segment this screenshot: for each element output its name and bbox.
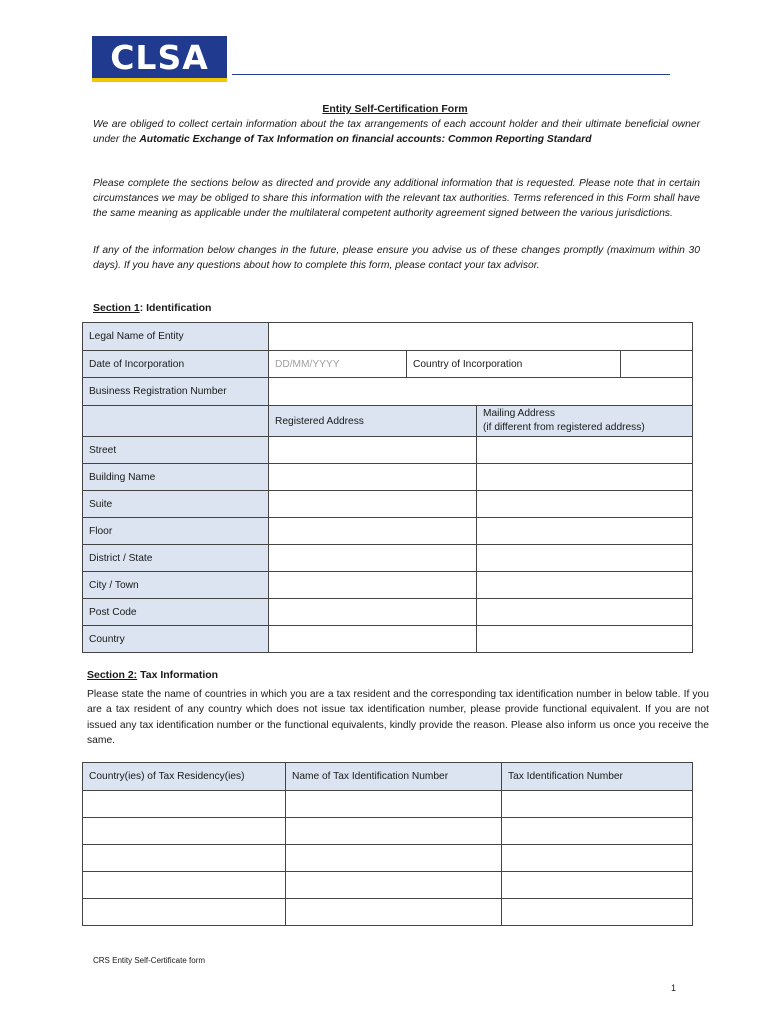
logo-text: CLSA xyxy=(110,37,209,77)
section-1-number: Section 1 xyxy=(93,302,140,314)
tax-residency-table xyxy=(82,762,693,926)
country-of-incorporation-label: Country of Incorporation xyxy=(407,351,621,378)
identification-table xyxy=(82,322,693,653)
district-state-label: District / State xyxy=(83,545,269,572)
table-row xyxy=(83,464,693,491)
city-town-registered-field[interactable] xyxy=(269,572,477,599)
intro-text: We are obliged to collect certain information about the tax arrangements of each account holder and their ultimate beneficial owner under the xyxy=(93,119,700,145)
floor-registered-field[interactable] xyxy=(269,518,477,545)
floor-label: Floor xyxy=(83,518,269,545)
table-row xyxy=(83,518,693,545)
table-row xyxy=(83,406,693,437)
suite-registered-field[interactable] xyxy=(269,491,477,518)
tin-cell[interactable] xyxy=(502,899,693,926)
floor-mailing-field[interactable] xyxy=(477,518,693,545)
tin-name-cell[interactable] xyxy=(286,899,502,926)
table-row xyxy=(83,572,693,599)
table-row xyxy=(83,872,693,899)
column-header-country: Country(ies) of Tax Residency(ies) xyxy=(83,763,286,791)
intro-paragraph-2: Please complete the sections below as directed and provide any additional information that is requested. Please note that in certain circumstances we may be obliged to share this information with the relevant tax authorities. Terms referenced in this Form shall have the same meaning as applicable under the multilateral competent authority agreement signed between the various jurisdictions. xyxy=(93,178,700,219)
table-row xyxy=(83,351,693,378)
tin-cell[interactable] xyxy=(502,845,693,872)
table-row xyxy=(83,491,693,518)
table-row xyxy=(83,437,693,464)
address-header-blank xyxy=(83,406,269,437)
date-of-incorporation-label: Date of Incorporation xyxy=(83,351,269,378)
country-label: Country xyxy=(83,626,269,653)
street-registered-field[interactable] xyxy=(269,437,477,464)
header-rule xyxy=(232,74,670,75)
tax-country-cell[interactable] xyxy=(83,791,286,818)
tin-cell[interactable] xyxy=(502,818,693,845)
building-name-label: Building Name xyxy=(83,464,269,491)
column-header-tin: Tax Identification Number xyxy=(502,763,693,791)
country-of-incorporation-field[interactable] xyxy=(621,351,693,378)
mailing-address-label: Mailing Address xyxy=(483,408,555,419)
footer-label: CRS Entity Self-Certificate form xyxy=(93,956,206,965)
mailing-address-note: (if different from registered address) xyxy=(483,422,645,433)
table-row xyxy=(83,818,693,845)
business-registration-field[interactable] xyxy=(269,378,693,406)
section-2-heading xyxy=(87,669,218,681)
tin-cell[interactable] xyxy=(502,791,693,818)
business-registration-label: Business Registration Number xyxy=(83,378,269,406)
tax-country-cell[interactable] xyxy=(83,845,286,872)
tax-country-cell[interactable] xyxy=(83,899,286,926)
country-mailing-field[interactable] xyxy=(477,626,693,653)
suite-label: Suite xyxy=(83,491,269,518)
country-registered-field[interactable] xyxy=(269,626,477,653)
intro-emphasis: Automatic Exchange of Tax Information on financial accounts: Common Reporting Standard xyxy=(139,134,592,145)
table-row xyxy=(83,845,693,872)
registered-address-header: Registered Address xyxy=(269,406,477,437)
legal-name-field[interactable] xyxy=(269,323,693,351)
section-2-title: Tax Information xyxy=(137,669,219,681)
street-mailing-field[interactable] xyxy=(477,437,693,464)
tin-name-cell[interactable] xyxy=(286,791,502,818)
column-header-tin-name: Name of Tax Identification Number xyxy=(286,763,502,791)
district-state-registered-field[interactable] xyxy=(269,545,477,572)
form-title: Entity Self-Certification Form xyxy=(322,103,468,115)
street-label: Street xyxy=(83,437,269,464)
legal-name-label: Legal Name of Entity xyxy=(83,323,269,351)
table-header-row xyxy=(83,763,693,791)
date-of-incorporation-field[interactable]: DD/MM/YYYY xyxy=(269,351,407,378)
table-row xyxy=(83,899,693,926)
intro-paragraph-3: If any of the information below changes in the future, please ensure you advise us of these changes promptly (maximum within 30 days). If you have any questions about how to complete this form, please contact your tax advisor. xyxy=(93,245,700,271)
tin-cell[interactable] xyxy=(502,872,693,899)
mailing-address-header xyxy=(477,406,693,437)
city-town-label: City / Town xyxy=(83,572,269,599)
intro-paragraph-1 xyxy=(93,117,700,147)
district-state-mailing-field[interactable] xyxy=(477,545,693,572)
tax-country-cell[interactable] xyxy=(83,818,286,845)
table-row xyxy=(83,599,693,626)
post-code-mailing-field[interactable] xyxy=(477,599,693,626)
tin-name-cell[interactable] xyxy=(286,818,502,845)
table-row xyxy=(83,545,693,572)
city-town-mailing-field[interactable] xyxy=(477,572,693,599)
building-name-registered-field[interactable] xyxy=(269,464,477,491)
section-1-heading xyxy=(93,302,211,314)
tin-name-cell[interactable] xyxy=(286,845,502,872)
tin-name-cell[interactable] xyxy=(286,872,502,899)
table-row xyxy=(83,323,693,351)
table-row xyxy=(83,791,693,818)
post-code-registered-field[interactable] xyxy=(269,599,477,626)
section-1-title: : Identification xyxy=(139,302,212,314)
table-row xyxy=(83,626,693,653)
section-2-number: Section 2: xyxy=(87,669,138,681)
tax-country-cell[interactable] xyxy=(83,872,286,899)
page-number: 1 xyxy=(671,983,677,993)
suite-mailing-field[interactable] xyxy=(477,491,693,518)
building-name-mailing-field[interactable] xyxy=(477,464,693,491)
clsa-logo xyxy=(92,36,227,82)
table-row xyxy=(83,378,693,406)
post-code-label: Post Code xyxy=(83,599,269,626)
tax-instructions: Please state the name of countries in which you are a tax resident and the corresponding tax identification number in below table. If you are a tax resident of any country which does not issue tax identification number, please provide functional equivalent. If you are not issued any tax identification number or the functional equivalents, kindly provide the reason. Please also inform us once you receive the same. xyxy=(87,689,709,746)
